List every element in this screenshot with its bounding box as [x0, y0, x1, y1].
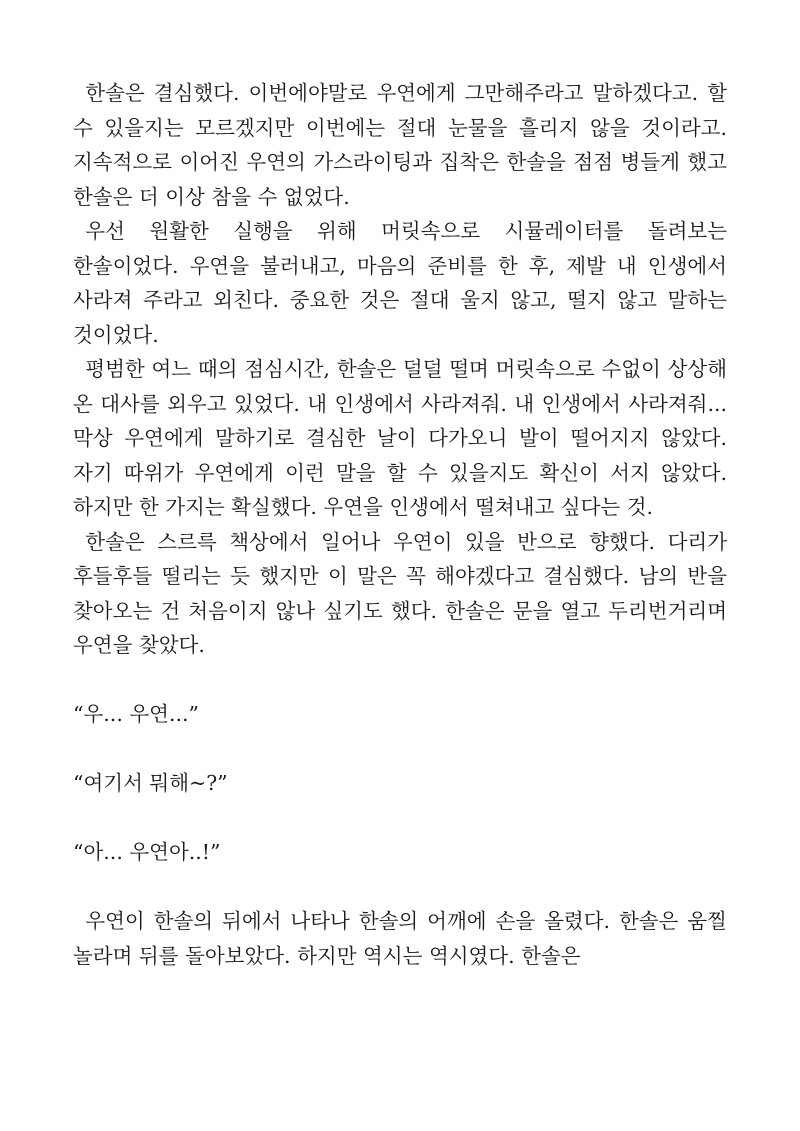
- paragraph-visit: 한솔은 스르륵 책상에서 일어나 우연이 있을 반으로 향했다. 다리가 후들후들 떨리는 듯 했지만 이 말은 꼭 해야겠다고 결심했다. 남의 반을 찾아오는 건 처음이지 않나 싶기도 했다. 한솔은 문을 열고 두리번거리며 우연을 찾았다.: [73, 529, 727, 657]
- paragraph-decision: 한솔은 결심했다. 이번에야말로 우연에게 그만해주라고 말하겠다고. 할 수 있을지는 모르겠지만 이번에는 절대 눈물을 흘리지 않을 것이라고. 지속적으로 이어진 우연의 가스라이팅과 집착은 한솔을 점점 병들게 했고 한솔은 더 이상 참을 수 없었다.: [73, 81, 727, 209]
- dialogue-line-hansol-reply: “아... 우연아..!”: [73, 840, 221, 864]
- body-text: [73, 76, 727, 973]
- paragraph-lunchtime: 평범한 여느 때의 점심시간, 한솔은 덜덜 떨며 머릿속으로 수없이 상상해 온 대사를 외우고 있었다. 내 인생에서 사라져줘. 내 인생에서 사라져줘... 막상 우연에게 말하기로 결심한 날이 다가오니 발이 떨어지지 않았다. 자기 따위가 우연에게 이런 말을 할 수 있을지도 확신이 서지 않았다. 하지만 한 가지는 확실했다. 우연을 인생에서 떨쳐내고 싶다는 것.: [73, 357, 727, 519]
- paragraph-closing: 우연이 한솔의 뒤에서 나타나 한솔의 어깨에 손을 올렸다. 한솔은 움찔 놀라며 뒤를 돌아보았다. 하지만 역시는 역시였다. 한솔은: [73, 909, 727, 968]
- dialogue-line-uyeon: “여기서 뭐해~?”: [73, 771, 228, 795]
- dialogue-line-hansol: “우... 우연...”: [73, 702, 199, 726]
- paragraph-simulation: 우선 원활한 실행을 위해 머릿속으로 시뮬레이터를 돌려보는 한솔이었다. 우연을 불러내고, 마음의 준비를 한 후, 제발 내 인생에서 사라져 주라고 외친다. 중요한 것은 절대 울지 않고, 떨지 않고 말하는 것이었다.: [73, 219, 727, 347]
